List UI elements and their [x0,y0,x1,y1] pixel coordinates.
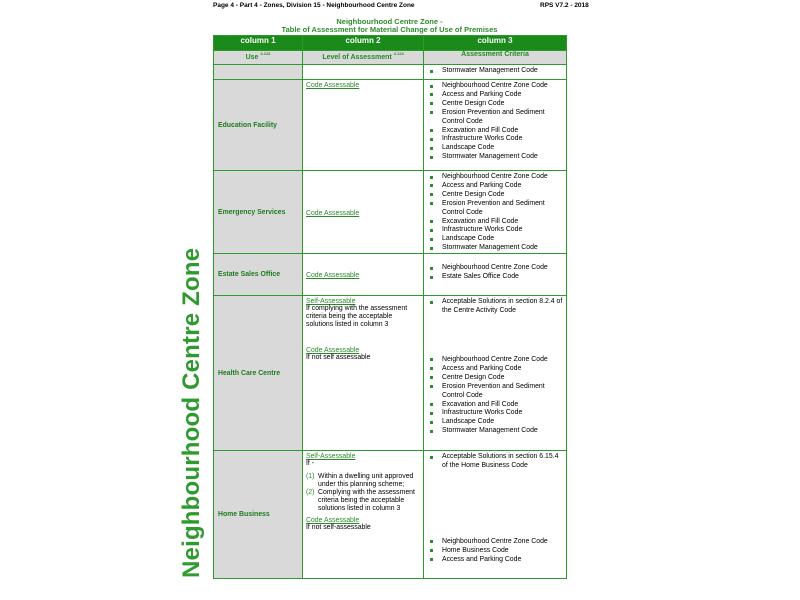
criteria-item: Home Business Code [427,547,564,556]
code-assessable-link[interactable]: Code Assessable [306,517,360,525]
table-row [214,254,567,296]
criteria-list [427,173,564,253]
condition-list [306,473,420,513]
level-cell [303,80,424,171]
criteria-item: Centre Design Code [427,100,564,109]
criteria-item: Erosion Prevention and Sediment Control Code [427,200,564,218]
level-cell [303,451,424,579]
criteria-item: Stormwater Management Code [427,153,564,162]
criteria-item: Neighbourhood Centre Zone Code [427,356,564,365]
level-cell [303,254,424,296]
table-row [214,171,567,254]
level-subheader-label: Level of Assessment [322,54,392,61]
use-subheader-label: Use [245,54,259,61]
criteria-item: Access and Parking Code [427,556,564,565]
use-cell: Estate Sales Office [214,254,303,296]
criteria-item: Access and Parking Code [427,91,564,100]
code-assessable-link[interactable]: Code Assessable [306,347,360,355]
self-assessable-intro: If - [306,460,315,468]
criteria-item: Landscape Code [427,144,564,153]
page-header-right: RPS V7.2 - 2018 [540,2,589,9]
criteria-item: Landscape Code [427,418,564,427]
criteria-list [427,356,564,436]
condition-number: (2) [306,489,315,497]
criteria-item: Access and Parking Code [427,365,564,374]
use-subheader-ref: 4.123 [260,51,271,56]
column-2-header: column 2 [303,36,424,51]
level-cell [303,65,424,80]
code-assessable-note: If not self assessable [306,354,371,362]
criteria-list [427,453,564,471]
use-cell: Education Facility [214,80,303,171]
criteria-list [427,264,564,282]
criteria-item: Infrastructure Works Code [427,226,564,235]
criteria-item: Acceptable Solutions in section 8.2.4 of the Centre Activity Code [427,298,564,316]
criteria-item: Access and Parking Code [427,182,564,191]
criteria-item: Excavation and Fill Code [427,127,564,136]
criteria-item: Infrastructure Works Code [427,409,564,418]
table-title [213,18,566,34]
criteria-item: Estate Sales Office Code [427,273,564,282]
column-3-header: column 3 [424,36,567,51]
level-subheader-ref: 4.124 [393,51,404,56]
column-header-row [214,36,567,51]
criteria-cell [424,296,567,451]
criteria-list [427,538,564,565]
page-header-left: Page 4 - Part 4 - Zones, Division 15 - Neighbourhood Centre Zone [213,2,415,9]
assessment-table [213,35,567,579]
criteria-item: Landscape Code [427,235,564,244]
criteria-cell [424,254,567,296]
criteria-item: Excavation and Fill Code [427,218,564,227]
self-assessable-link[interactable]: Self-Assessable [306,298,356,306]
criteria-item: Neighbourhood Centre Zone Code [427,264,564,273]
criteria-item: Centre Design Code [427,374,564,383]
level-cell [303,296,424,451]
self-assessable-link[interactable]: Self-Assessable [306,453,356,461]
level-subheader [303,51,424,65]
condition-text: Complying with the assessment criteria being the acceptable solutions listed in column 3 [318,489,415,513]
criteria-cell [424,451,567,579]
condition-item [306,489,420,513]
criteria-list [427,67,564,76]
use-cell: Health Care Centre [214,296,303,451]
table-row [214,296,567,451]
criteria-cell [424,80,567,171]
criteria-item: Acceptable Solutions in section 6.15.4 of the Home Business Code [427,453,564,471]
criteria-item: Stormwater Management Code [427,244,564,253]
table-row [214,80,567,171]
criteria-item: Neighbourhood Centre Zone Code [427,82,564,91]
use-cell: Home Business [214,451,303,579]
use-cell [214,65,303,80]
code-assessable-note: If not self-assessable [306,524,371,532]
condition-number: (1) [306,473,315,481]
criteria-item: Erosion Prevention and Sediment Control Code [427,109,564,127]
sub-header-row [214,51,567,65]
use-cell: Emergency Services [214,171,303,254]
criteria-cell [424,171,567,254]
criteria-item: Erosion Prevention and Sediment Control Code [427,383,564,401]
criteria-item: Neighbourhood Centre Zone Code [427,538,564,547]
self-assessable-note: If complying with the assessment criteria being the acceptable solutions listed in column 3 [306,305,408,329]
criteria-item: Infrastructure Works Code [427,135,564,144]
table-title-line1: Neighbourhood Centre Zone - [336,17,443,26]
table-row [214,65,567,80]
criteria-list [427,82,564,162]
criteria-item: Neighbourhood Centre Zone Code [427,173,564,182]
criteria-cell [424,65,567,80]
code-assessable-link[interactable]: Code Assessable [306,272,360,280]
level-cell [303,171,424,254]
criteria-item: Stormwater Management Code [427,67,564,76]
criteria-item: Excavation and Fill Code [427,401,564,410]
column-1-header: column 1 [214,36,303,51]
table-title-line2: Table of Assessment for Material Change of Use of Premises [281,25,498,34]
code-assessable-link[interactable]: Code Assessable [306,82,360,89]
side-zone-title: Neighbourhood Centre Zone [178,247,205,578]
criteria-item: Stormwater Management Code [427,427,564,436]
criteria-subheader: Assessment Criteria [424,51,567,65]
code-assessable-link[interactable]: Code Assessable [306,209,360,217]
use-subheader [214,51,303,65]
criteria-item: Centre Design Code [427,191,564,200]
table-row [214,451,567,579]
criteria-list [427,298,564,316]
condition-item [306,473,420,489]
condition-text: Within a dwelling unit approved under this planning scheme; [318,473,414,489]
